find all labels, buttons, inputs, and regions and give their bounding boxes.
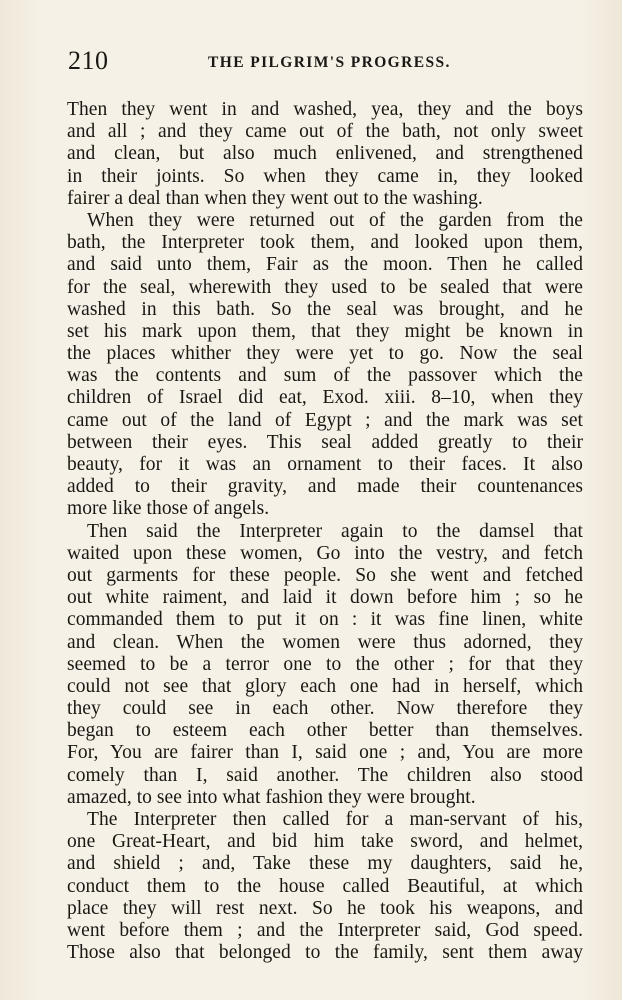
text-line: bath, the Interpreter took them, and looked upon them, bbox=[67, 232, 583, 254]
text-line: they could see in each other. Now therefore they bbox=[67, 698, 583, 720]
text-line: set his mark upon them, that they might be known in bbox=[67, 320, 583, 342]
text-line: place they will rest next. So he took his weapons, and bbox=[67, 897, 583, 919]
paragraph bbox=[67, 99, 583, 210]
text-line: The Interpreter then called for a man-servant of his, bbox=[87, 809, 583, 830]
text-line: went before them ; and the Interpreter said, God speed. bbox=[67, 919, 583, 941]
text-line: between their eyes. This seal added greatly to their bbox=[67, 431, 583, 453]
text-line: amazed, to see into what fashion they were brought. bbox=[67, 786, 476, 808]
text-line: began to esteem each other better than themselves. bbox=[67, 720, 583, 742]
text-line: out white raiment, and laid it down before him ; so he bbox=[67, 587, 583, 609]
text-line: Then said the Interpreter again to the damsel that bbox=[87, 520, 583, 542]
text-line: out garments for these people. So she went and fetched bbox=[67, 564, 583, 586]
text-line: For, You are fairer than I, said one ; and, You are more bbox=[67, 742, 583, 764]
page-header bbox=[68, 46, 582, 80]
text-line: commanded them to put it on : it was fine linen, white bbox=[67, 609, 583, 631]
running-head: THE PILGRIM'S PROGRESS. bbox=[208, 54, 451, 71]
text-line: beauty, for it was an ornament to their faces. It also bbox=[67, 454, 583, 475]
text-line: and clean. When the women were thus adorned, they bbox=[67, 631, 583, 653]
text-line: washed in this bath. So the seal was brought, and he bbox=[67, 298, 583, 320]
text-line: Then they went in and washed, yea, they and the boys bbox=[67, 99, 583, 120]
text-line: and said unto them, Fair as the moon. Then he called bbox=[67, 254, 583, 276]
text-line: Those also that belonged to the family, sent them away bbox=[67, 942, 583, 964]
text-line: the places whither they were yet to go. Now the seal bbox=[67, 343, 583, 365]
text-line: added to their gravity, and made their countenances bbox=[67, 476, 583, 498]
text-line: When they were returned out of the garden from the bbox=[87, 209, 583, 231]
paragraph bbox=[67, 809, 583, 964]
text-line: waited upon these women, Go into the vestry, and fetch bbox=[67, 542, 583, 564]
body-text bbox=[67, 99, 583, 964]
text-line: comely than I, said another. The children also stood bbox=[67, 764, 583, 786]
paragraph bbox=[67, 521, 583, 809]
text-line: children of Israel did eat, Exod. xiii. 8–10, when they bbox=[67, 387, 583, 409]
text-line: more like those of angels. bbox=[67, 498, 270, 520]
page-number: 210 bbox=[68, 46, 109, 75]
text-line: was the contents and sum of the passover which the bbox=[67, 365, 583, 387]
text-line: could not see that glory each one had in herself, which bbox=[67, 675, 583, 697]
text-line: and clean, but also much enlivened, and strengthened bbox=[67, 143, 583, 165]
paragraph bbox=[67, 210, 583, 521]
text-line: for the seal, wherewith they used to be sealed that were bbox=[67, 276, 583, 298]
text-line: fairer a deal than when they went out to the washing. bbox=[67, 187, 483, 209]
text-line: came out of the land of Egypt ; and the mark was set bbox=[67, 409, 583, 431]
text-line: in their joints. So when they came in, they looked bbox=[67, 165, 583, 187]
text-line: and shield ; and, Take these my daughters, said he, bbox=[67, 853, 583, 875]
text-line: one Great-Heart, and bid him take sword, and helmet, bbox=[67, 831, 583, 853]
text-line: and all ; and they came out of the bath, not only sweet bbox=[67, 121, 583, 143]
text-line: seemed to be a terror one to the other ; for that they bbox=[67, 653, 583, 675]
text-line: conduct them to the house called Beautiful, at which bbox=[67, 875, 583, 897]
